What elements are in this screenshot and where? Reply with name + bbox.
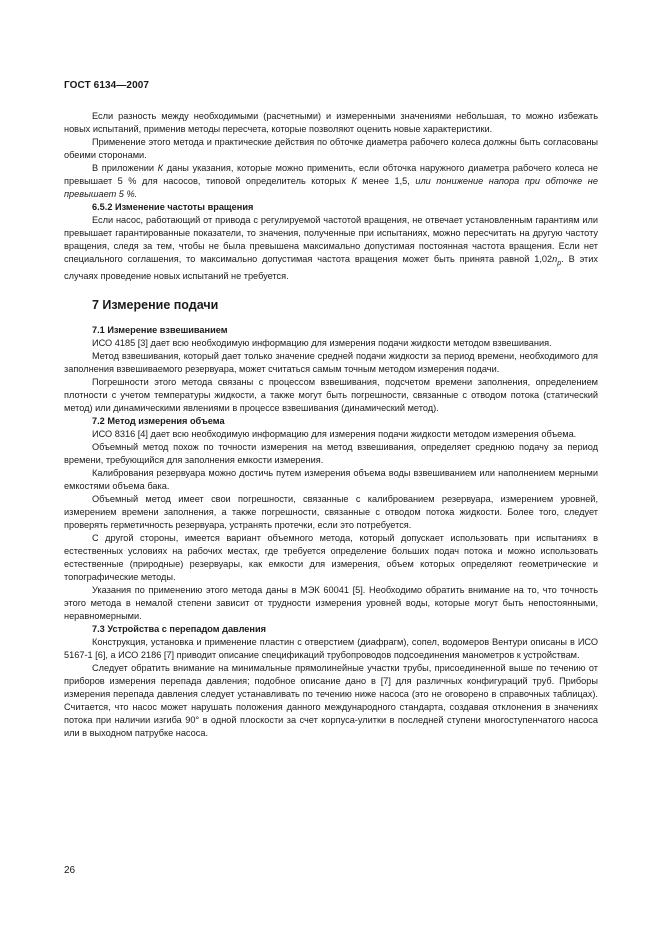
document-header: ГОСТ 6134—2007 [64, 80, 150, 91]
section-heading: 7.3 Устройства с перепадом давления [92, 623, 266, 634]
paragraph: ИСО 8316 [4] дает всю необходимую информацию для измерения подачи жидкости методом измерения объема. [92, 428, 577, 439]
paragraph: С другой стороны, имеется вариант объемного метода, который допускает использовать при испытаниях в естественных условиях на рабочих местах, где требуется определение больших подач потока и можно использовать естественные (природные) резервуары, как емкости для измерения, объем которых определяют геометрические и топографические методы. [64, 532, 598, 582]
paragraph: Применение этого метода и практические действия по обточке диаметра рабочего колеса должны быть согласованы обеими сторонами. [64, 137, 598, 160]
paragraph: Указания по применению этого метода даны в МЭК 60041 [5]. Необходимо обратить внимание на то, что точность этого метода в немалой степени зависит от трудности измерения уровней воды, которые могут быть непостоянными, неравномерными. [64, 584, 598, 621]
paragraph: Калибрования резервуара можно достичь путем измерения объема воды взвешиванием или наполнением мерными емкостями объема бака. [64, 467, 598, 491]
paragraph: Если разность между необходимыми (расчетными) и измеренными значениями небольшая, то можно избежать новых испытаний, применив методы пересчета, которые позволяют оценить новые характеристики. [64, 111, 598, 134]
paragraph: Следует обратить внимание на минимальные прямолинейные участки трубы, присоединенной выше по течению от приборов измерения перепада давления; подобное описание дано в [7] для различных конфигураций труб. Приборы измерения перепада давления следует устанавливать по течению ниже насоса (это не оговорено в справочных таблицах). Считается, что насос может нарушать положения данного международного стандарта, создавая отклонения в значениях потока при наличии изгиба 90° в одной плоскости за счет корпуса-улитки в последней ступени многоступенчатого насоса или в выходном патрубке насоса. [64, 662, 598, 738]
paragraph: Объемный метод имеет свои погрешности, связанные с калиброванием резервуара, измерением уровней, измерением времени заполнения, а также погрешности, связанные с отводом потока жидкости. Более того, следует проверять герметичность резервуара, устранять протечки, если это потребуется. [64, 493, 598, 530]
paragraph: Погрешности этого метода связаны с процессом взвешивания, подсчетом времени заполнения, определением плотности с учетом температуры жидкости, а также могут быть погрешности, связанные с отводом потока (статический метод) или динамическими явлениями в процессе взвешивания (динамический метод). [64, 376, 598, 413]
paragraph: ИСО 4185 [3] дает всю необходимую информацию для измерения подачи жидкости методом взвешивания. [92, 337, 552, 348]
page-number: 26 [64, 865, 76, 876]
section-heading: 7.2 Метод измерения объема [92, 415, 225, 426]
section-heading: 6.5.2 Изменение частоты вращения [92, 202, 254, 212]
paragraph: Метод взвешивания, который дает только значение средней подачи жидкости за период времени, необходимого для заполнения взвешиваемого резервуара, может считаться самым точным методом измерения подачи. [64, 350, 598, 374]
section-heading: 7.1 Измерение взвешиванием [92, 324, 228, 335]
paragraph: Если насос, работающий от привода с регулируемой частотой вращения, не отвечает установленным гарантиям или превышает гарантированные показатели, то значения, полученные при испытаниях, можно пересчитать на другую частоту вращения, следя за тем, чтобы не была превышена максимально допустимая постоянная частота вращения. Если нет специального соглашения, то максимально допустимая частота вращения может быть принята равной $1,02n_p$. В этих случаях проведение новых испытаний не требуется. [64, 215, 598, 281]
section-heading: 7 Измерение подачи [92, 297, 219, 312]
paragraph: В приложении К даны указания, которые можно применить, если обточка наружного диаметра рабочего колеса не превышает 5 % для насосов, типовой определитель которых К менее 1,5, или понижение напора при обточке не превышает 5 %. [64, 163, 598, 199]
document-body [64, 110, 598, 740]
paragraph: Объемный метод похож по точности измерения на метод взвешивания, определяет среднюю подачу за период времени, требующийся для заполнения емкости измерения. [64, 441, 598, 465]
paragraph: Конструкция, установка и применение пластин с отверстием (диафрагм), сопел, водомеров Вентури описаны в ИСО 5167-1 [6], а ИСО 2186 [7] приводит описание спецификаций трубопроводов подсоединения манометров к устройствам. [64, 636, 598, 660]
